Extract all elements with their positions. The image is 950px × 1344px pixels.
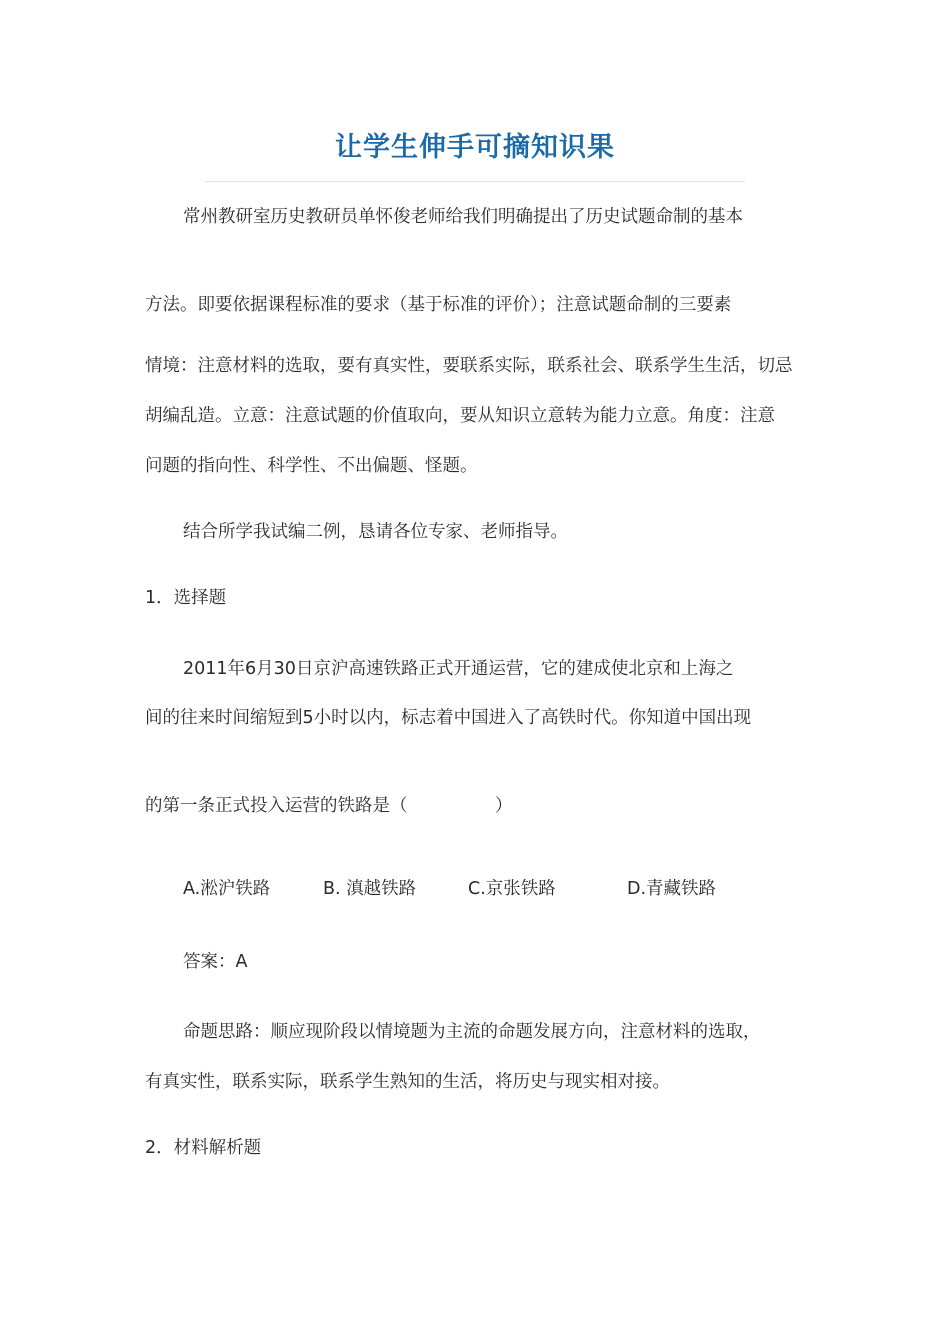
intro-paragraph-line: 问题的指向性、科学性、不出偏题、怪题。 — [145, 456, 478, 476]
intro-paragraph-line: 情境：注意材料的选取，要有真实性，要联系实际，联系社会、联系学生生活，切忌 — [145, 356, 793, 376]
question-stem-line: 的第一条正式投入运营的铁路是（ ） — [145, 796, 513, 816]
title-divider — [205, 181, 745, 182]
page-title: 让学生伸手可摘知识果 — [335, 132, 615, 163]
option-a: A.淞沪铁路 — [183, 879, 271, 899]
intro-paragraph-line: 常州教研室历史教研员单怀俊老师给我们明确提出了历史试题命制的基本 — [183, 207, 743, 227]
intro-closing-line: 结合所学我试编二例，恳请各位专家、老师指导。 — [183, 522, 568, 542]
intro-paragraph-line: 胡编乱造。立意：注意试题的价值取向，要从知识立意转为能力立意。角度：注意 — [145, 406, 775, 426]
option-b: B. 滇越铁路 — [323, 879, 417, 899]
section-heading-material: 2．材料解析题 — [145, 1138, 262, 1158]
rationale-line: 有真实性，联系实际，联系学生熟知的生活，将历史与现实相对接。 — [145, 1072, 670, 1092]
question-stem-line: 2011年6月30日京沪高速铁路正式开通运营，它的建成使北京和上海之 — [183, 659, 734, 679]
answer-line: 答案：A — [183, 952, 248, 972]
intro-paragraph-line: 方法。即要依据课程标准的要求（基于标准的评价）；注意试题命制的三要素 — [145, 295, 732, 315]
option-c: C.京张铁路 — [468, 879, 556, 899]
question-stem-line: 间的往来时间缩短到5小时以内，标志着中国进入了高铁时代。你知道中国出现 — [145, 708, 752, 728]
section-heading-choice: 1．选择题 — [145, 588, 227, 608]
option-d: D.青藏铁路 — [627, 879, 717, 899]
rationale-line: 命题思路：顺应现阶段以情境题为主流的命题发展方向，注意材料的选取， — [183, 1022, 761, 1042]
